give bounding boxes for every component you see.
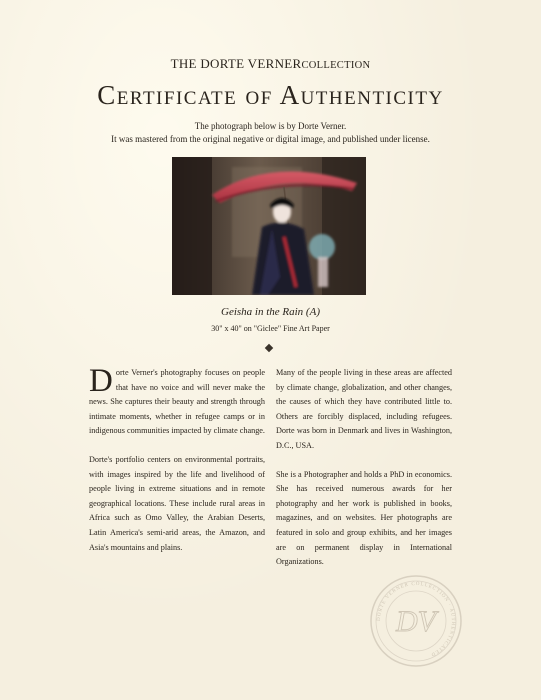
artwork-title: Geisha in the Rain (A) [221, 306, 320, 318]
artwork-photo [172, 157, 366, 295]
body-column-right [276, 366, 452, 584]
intro-text [0, 120, 541, 146]
left-paragraph-2: Dorte's portfolio centers on environmental portraits, with images inspired by the life and livelihood of people living in extreme situations and in remote geographical locations. These include rural areas in Africa such as Omo Valley, the Arabian Deserts, Latin America's semi-arid areas, the Amazon, and Asia's mountains and plains. [89, 454, 265, 552]
geisha-photo-illustration [172, 157, 366, 295]
collection-word: COLLECTION [301, 60, 371, 71]
left-paragraph-1-text: orte Verner's photography focuses on people that have no voice and will never make the news. She captures their beauty and strength through intimate moments, whether in refugee camps or in indigenous communities impacted by climate change. [89, 368, 265, 436]
collection-artist-name: DORTE VERNER [200, 56, 302, 71]
intro-line-2: It was mastered from the original negative or digital image, and published under license. [111, 134, 430, 144]
seal-monogram: DV [396, 605, 436, 638]
embossed-seal-icon [368, 573, 464, 669]
right-paragraph-2: She is a Photographer and holds a PhD in economics. She has received numerous awards for her photography and her work is published in books, magazines, and on websites. Her photographs are featured in solo and group exhibits, and her images are on permanent display in International Organizations. [276, 469, 452, 567]
collection-header [0, 56, 541, 72]
body-column-left [89, 363, 265, 569]
intro-line-1: The photograph below is by Dorte Verner. [194, 121, 347, 131]
certificate-title: Certificate of Authenticity [97, 80, 444, 110]
drop-cap: D [89, 363, 113, 399]
right-paragraph-1: Many of the people living in these areas are affected by climate change, globalization, and other changes, the causes of which they have contributed little to. Others are forcibly displaced, including refugees. Dorte was born in Denmark and lives in Washington, D.C., USA. [276, 368, 452, 450]
seal-ring-text: DORTE VERNER COLLECTION · AUTHENTICATED [376, 581, 456, 657]
diamond-divider-icon [265, 344, 273, 352]
artwork-medium: 30" x 40" on "Giclee" Fine Art Paper [211, 324, 330, 333]
collection-the: THE [170, 56, 197, 71]
left-paragraph-1 [89, 363, 265, 439]
